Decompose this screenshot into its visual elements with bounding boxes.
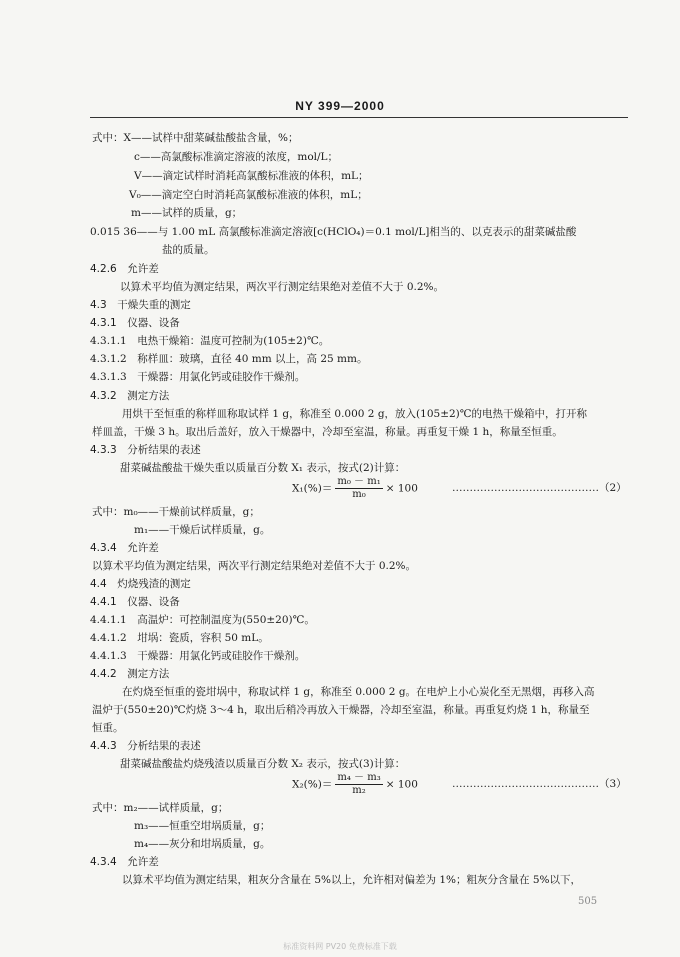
section-4-3-2-line-2: 样皿盖，干燥 3 h。取出后盖好，放入干燥器中，冷却至室温，称量。再重复干燥 1 h，称量至恒重。 bbox=[92, 426, 563, 438]
header-rule bbox=[90, 117, 628, 118]
section-4-3-3-heading: 4.3.3 分析结果的表述 bbox=[90, 444, 201, 456]
formula-3-fraction bbox=[335, 772, 382, 797]
section-4-3-4b-heading: 4.3.4 允许差 bbox=[90, 856, 159, 868]
formula-2-number: ……………………………………（2） bbox=[452, 482, 627, 494]
section-4-3-2-heading: 4.3.2 测定方法 bbox=[90, 390, 170, 402]
formula-2-numerator: m₀ － m₁ bbox=[337, 476, 381, 487]
formula-3-numerator: m₄ － m₃ bbox=[337, 772, 381, 783]
factor-line-1: 0.015 36——与 1.00 mL 高氯酸标准滴定溶液[c(HClO₄)＝0.1 mol/L]相当的、以克表示的甜菜碱盐酸 bbox=[90, 226, 577, 238]
item-4-3-1-2: 4.3.1.2 称样皿：玻璃，直径 40 mm 以上，高 25 mm。 bbox=[90, 353, 368, 365]
var-def-v0: V₀——滴定空白时消耗高氯酸标准液的体积，mL； bbox=[129, 189, 368, 201]
formula-3-denominator: m₂ bbox=[352, 785, 366, 796]
formula-3-rhs: × 100 bbox=[385, 778, 418, 791]
factor-line-2: 盐的质量。 bbox=[162, 244, 215, 256]
var-def-x: 式中：X——试样中甜菜碱盐酸盐含量，%； bbox=[92, 132, 299, 144]
formula-3-var-3: m₄——灰分和坩埚质量，g。 bbox=[134, 838, 271, 850]
section-4-4-2-line-2: 温炉于(550±20)℃灼烧 3～4 h，取出后稍冷再放入干燥器，冷却至室温，称量。再重复灼烧 1 h，称量至 bbox=[92, 704, 590, 716]
section-4-3-1-heading: 4.3.1 仪器、设备 bbox=[90, 317, 180, 329]
page-number: 505 bbox=[578, 896, 598, 907]
item-4-3-1-1: 4.3.1.1 电热干燥箱：温度可控制为(105±2)℃。 bbox=[90, 335, 330, 347]
formula-3-var-1: 式中：m₂——试样质量，g； bbox=[92, 802, 229, 814]
formula-2-denominator: m₀ bbox=[352, 489, 366, 500]
formula-3-lhs: X₂(%)＝ bbox=[292, 778, 333, 791]
section-4-4-3-text: 甜菜碱盐酸盐灼烧残渣以质量百分数 X₂ 表示，按式(3)计算： bbox=[120, 758, 406, 770]
var-def-v: V——滴定试样时消耗高氯酸标准液的体积，mL； bbox=[134, 170, 369, 182]
section-4-3-4-heading: 4.3.4 允许差 bbox=[90, 542, 159, 554]
section-4-3-4-text: 以算术平均值为测定结果，两次平行测定结果绝对差值不大于 0.2%。 bbox=[92, 560, 417, 572]
section-4-4-2-line-3: 恒重。 bbox=[92, 722, 124, 734]
section-4-4-2-heading: 4.4.2 测定方法 bbox=[90, 668, 170, 680]
var-def-c: c——高氯酸标准滴定溶液的浓度，mol/L； bbox=[134, 151, 339, 163]
section-4-4-3-heading: 4.4.3 分析结果的表述 bbox=[90, 740, 201, 752]
formula-3-var-2: m₃——恒重空坩埚质量，g； bbox=[134, 820, 271, 832]
formula-3-number: ……………………………………（3） bbox=[452, 778, 627, 790]
section-4-4-1-heading: 4.4.1 仪器、设备 bbox=[90, 596, 180, 608]
section-4-4-heading: 4.4 灼烧残渣的测定 bbox=[90, 578, 191, 590]
item-4-4-1-3: 4.4.1.3 干燥器：用氯化钙或硅胶作干燥剂。 bbox=[90, 650, 306, 662]
formula-2-fraction bbox=[335, 476, 382, 501]
item-4-4-1-2: 4.4.1.2 坩埚：瓷质，容积 50 mL。 bbox=[90, 632, 269, 644]
formula-3 bbox=[292, 772, 418, 797]
item-4-4-1-1: 4.4.1.1 高温炉：可控制温度为(550±20)℃。 bbox=[90, 614, 315, 626]
var-def-m: m——试样的质量，g； bbox=[131, 207, 243, 219]
formula-2-var-1: 式中：m₀——干燥前试样质量，g； bbox=[92, 506, 260, 518]
section-4-3-4b-text: 以算术平均值为测定结果，粗灰分含量在 5%以上，允许相对偏差为 1%；粗灰分含量在 5%以下， bbox=[122, 874, 581, 886]
section-4-4-2-line-1: 在灼烧至恒重的瓷坩埚中，称取试样 1 g，称准至 0.000 2 g。在电炉上小心炭化至无黑烟，再移入高 bbox=[122, 686, 595, 698]
section-4-3-2-line-1: 用烘干至恒重的称样皿称取试样 1 g，称准至 0.000 2 g，放入(105±2)℃的电热干燥箱中，打开称 bbox=[122, 408, 588, 420]
standard-code-header: NY 399—2000 bbox=[295, 99, 385, 113]
section-4-3-3-text: 甜菜碱盐酸盐干燥失重以质量百分数 X₁ 表示，按式(2)计算： bbox=[120, 462, 406, 474]
footer-watermark: 标准资料网 PV20 免费标准下载 bbox=[283, 942, 397, 951]
formula-2 bbox=[292, 476, 418, 501]
section-4-3-heading: 4.3 干燥失重的测定 bbox=[90, 299, 191, 311]
formula-2-var-2: m₁——干燥后试样质量，g。 bbox=[134, 524, 271, 536]
item-4-3-1-3: 4.3.1.3 干燥器：用氯化钙或硅胶作干燥剂。 bbox=[90, 371, 306, 383]
section-4-2-6-text: 以算术平均值为测定结果，两次平行测定结果绝对差值不大于 0.2%。 bbox=[120, 281, 445, 293]
section-4-2-6-heading: 4.2.6 允许差 bbox=[90, 263, 159, 275]
formula-2-lhs: X₁(%)＝ bbox=[292, 482, 333, 495]
formula-2-rhs: × 100 bbox=[385, 482, 418, 495]
